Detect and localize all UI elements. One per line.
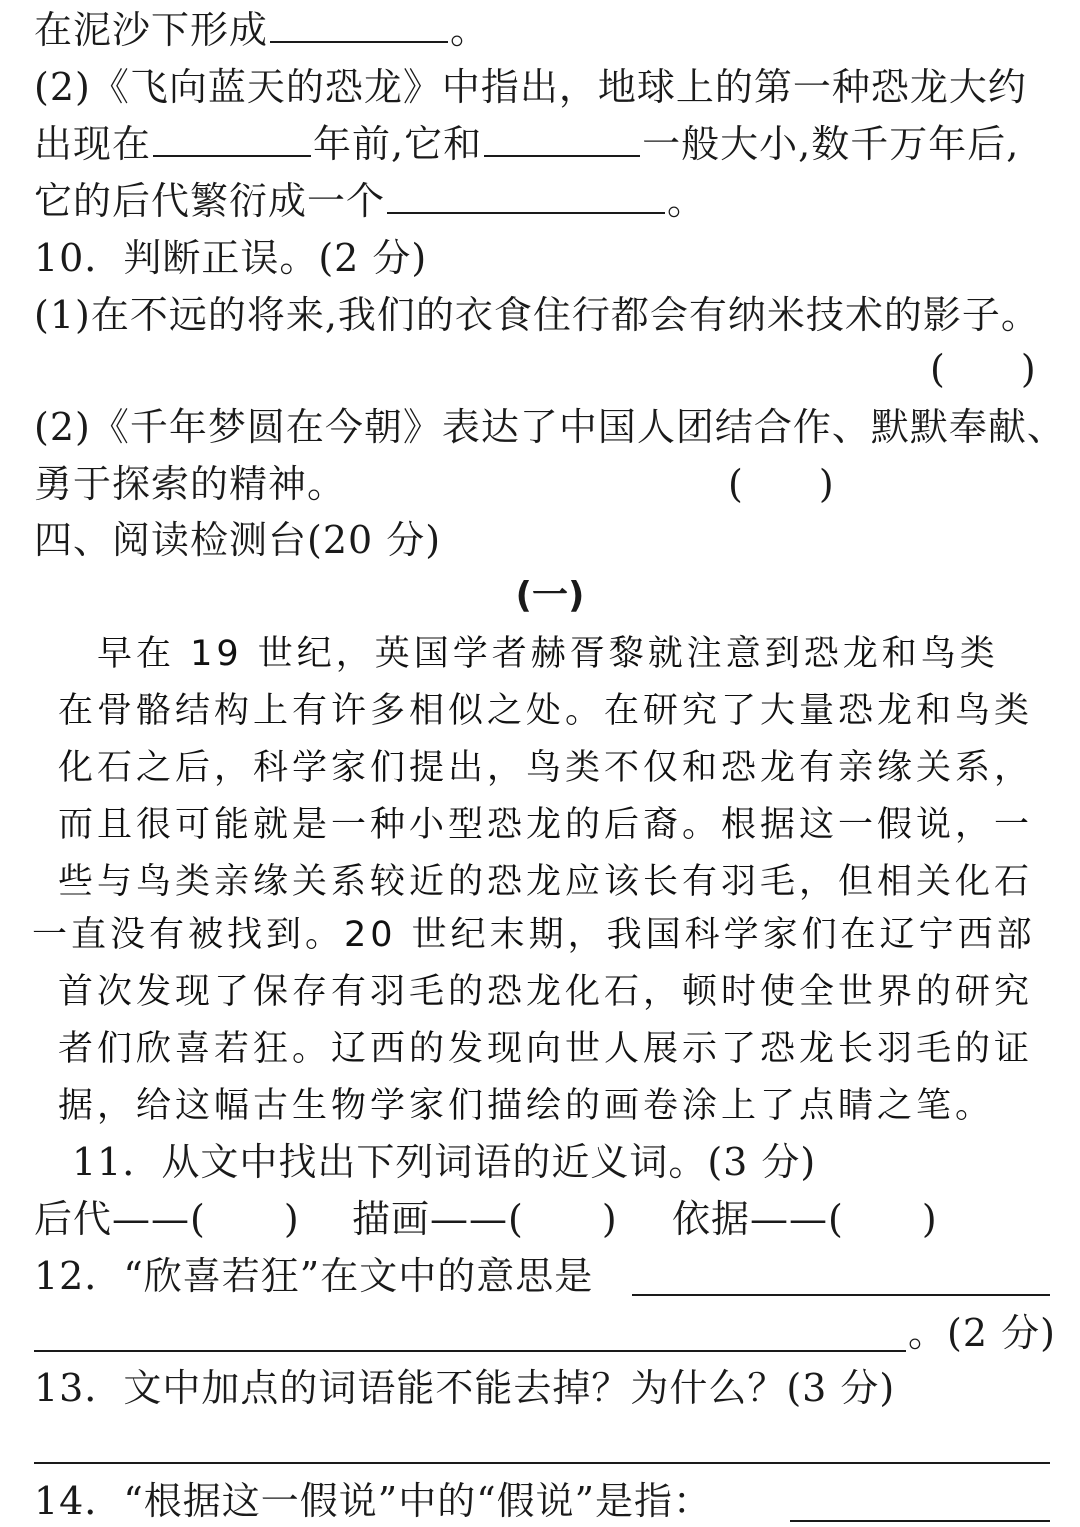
answer-blank[interactable]	[270, 7, 448, 43]
q9-p2-line3-end: 。	[667, 179, 707, 223]
q11-word2[interactable]: 描画——( )	[352, 1197, 618, 1241]
passage-line: 据，给这幅古生物学家们描绘的画卷涂上了点睛之笔。	[58, 1086, 995, 1126]
q12-end: 。(2 分)	[908, 1311, 1056, 1355]
q9-p2-line2-c: 一般大小,数千万年后,	[642, 122, 1020, 166]
q14-text: 14．“根据这一假说”中的“假说”是指：	[34, 1479, 713, 1523]
q10-item1-answer-paren[interactable]: ( )	[930, 347, 1036, 391]
answer-blank[interactable]	[153, 121, 311, 157]
q9-p2-line3	[34, 177, 706, 225]
answer-line[interactable]	[790, 1520, 1050, 1522]
passage-line: 早在 19 世纪，英国学者赫胥黎就注意到恐龙和鸟类	[58, 634, 999, 674]
answer-line[interactable]	[34, 1350, 906, 1352]
q10-title: 10．判断正误。(2 分)	[34, 236, 428, 280]
section-title: 四、阅读检测台(20 分)	[34, 518, 442, 562]
q13-text: 13．文中加点的词语能不能去掉？为什么？(3 分)	[34, 1366, 896, 1410]
answer-blank[interactable]	[484, 121, 640, 157]
q9-line1-end: 。	[450, 8, 490, 52]
q11-title: 11．从文中找出下列词语的近义词。(3 分)	[72, 1140, 817, 1184]
answer-line[interactable]	[632, 1294, 1050, 1296]
passage-line: 首次发现了保存有羽毛的恐龙化石，顿时使全世界的研究	[58, 972, 1034, 1012]
passage-line: 而且很可能就是一种小型恐龙的后裔。根据这一假说，一	[58, 805, 1034, 845]
q10-item1: (1)在不远的将来,我们的衣食住行都会有纳米技术的影子。	[34, 293, 1040, 337]
passage-number: (一)	[515, 575, 585, 616]
q10-item2-line2: 勇于探索的精神。	[34, 462, 347, 506]
q11-word1[interactable]: 后代——( )	[34, 1197, 300, 1241]
answer-line[interactable]	[34, 1462, 1050, 1464]
q9-p2-line1: (2)《飞向蓝天的恐龙》中指出，地球上的第一种恐龙大约	[34, 65, 1027, 109]
passage-line: 些与鸟类亲缘关系较近的恐龙应该长有羽毛，但相关化石	[58, 862, 1034, 902]
passage-line: 在骨骼结构上有许多相似之处。在研究了大量恐龙和鸟类	[58, 691, 1034, 731]
q9-line1-text: 在泥沙下形成	[34, 8, 269, 52]
passage-line: 化石之后，科学家们提出，鸟类不仅和恐龙有亲缘关系，	[58, 748, 1034, 788]
answer-blank[interactable]	[387, 178, 665, 214]
q11-word3[interactable]: 依据——( )	[672, 1197, 938, 1241]
passage-line: 一直没有被找到。20 世纪末期，我国科学家们在辽宁西部	[32, 915, 1036, 955]
q12-text: 12．“欣喜若狂”在文中的意思是	[34, 1254, 594, 1298]
passage-line: 者们欣喜若狂。辽西的发现向世人展示了恐龙长羽毛的证	[58, 1029, 1034, 1069]
q10-item2-line1: (2)《千年梦圆在今朝》表达了中国人团结合作、默默奉献、	[34, 405, 1066, 449]
q9-p2-line2-a: 出现在	[34, 122, 152, 166]
q9-line1	[34, 6, 489, 54]
q9-p2-line3-a: 它的后代繁衍成一个	[34, 179, 386, 223]
q10-item2-answer-paren[interactable]: ( )	[728, 462, 834, 506]
q9-p2-line2	[34, 120, 1019, 168]
q9-p2-line2-b: 年前,它和	[313, 122, 483, 166]
